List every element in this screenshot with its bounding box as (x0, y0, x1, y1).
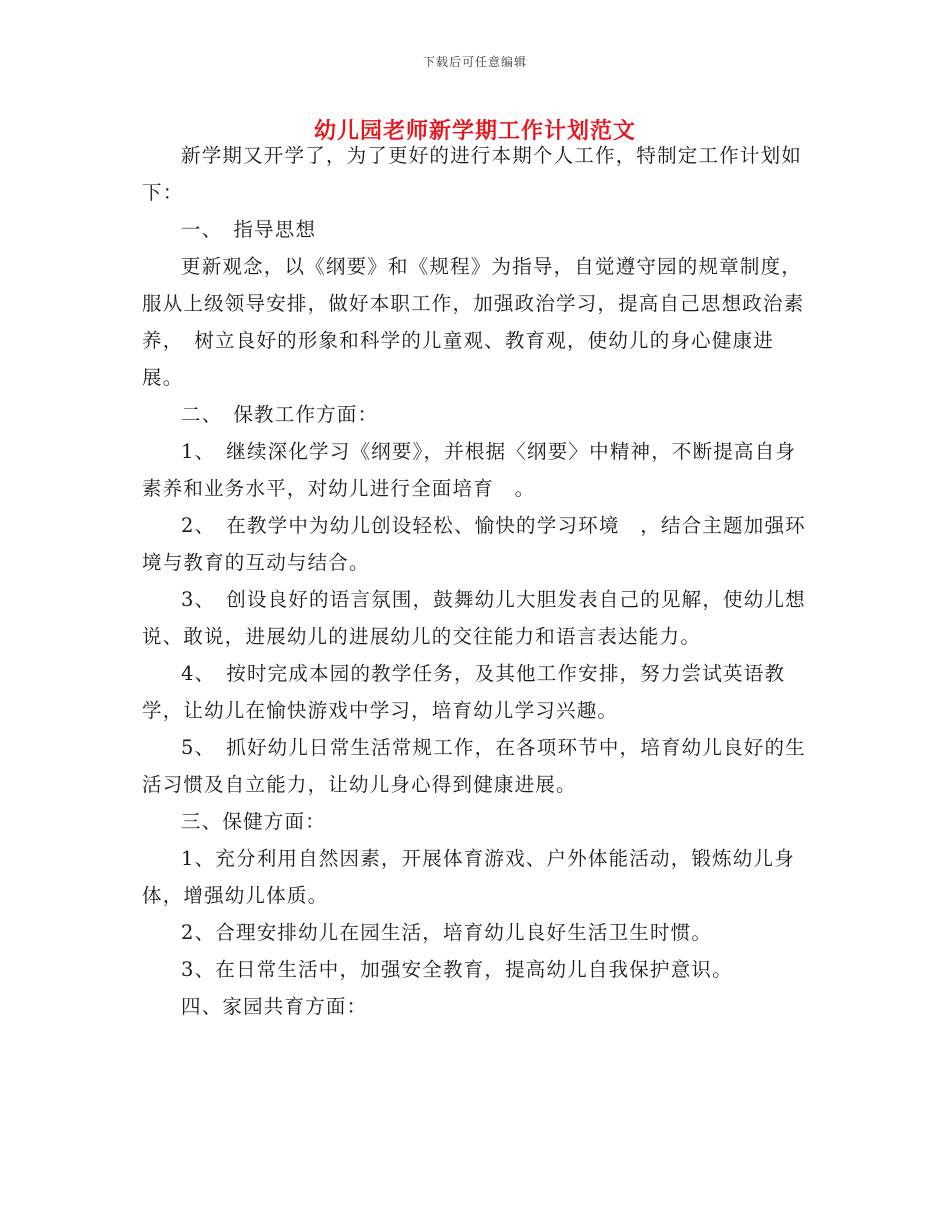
section-heading-health-care: 三、保健方面： (181, 810, 326, 833)
paragraph-guiding-ideas: 更新观念，以《纲要》和《规程》为指导，自觉遵守园的规章制度，服从上级领导安排，做好本职工作，加强政治学习，提高自己思想政治素养， 树立良好的形象和科学的儿童观、教育观，使幼儿的身心健康进展。 (142, 255, 805, 389)
list-item-health-3: 3、在日常生活中，加强安全教育，提高幼儿自我保护意识。 (181, 958, 733, 981)
document-title: 幼儿园老师新学期工作计划范文 (313, 118, 636, 144)
list-item-teaching-5: 5、 抓好幼儿日常生活常规工作，在各项环节中，培育幼儿良好的生活习惯及自立能力，让幼儿身心得到健康进展。 (142, 736, 806, 796)
section-heading-home-school: 四、家园共育方面： (181, 995, 368, 1018)
list-item-health-1: 1、充分利用自然因素，开展体育游戏、户外体能活动，锻炼幼儿身体，增强幼儿体质。 (142, 847, 795, 907)
list-item-health-2: 2、合理安排幼儿在园生活，培育幼儿良好生活卫生时惯。 (181, 921, 713, 944)
section-heading-guiding-ideas: 一、 指导思想 (181, 218, 317, 241)
paragraph-intro: 新学期又开学了，为了更好的进行本期个人工作，特制定工作计划如下： (142, 144, 803, 204)
list-item-teaching-1: 1、 继续深化学习《纲要》，并根据〈纲要〉中精神，不断提高自身素养和业务水平，对幼儿进行全面培育 。 (142, 440, 797, 500)
document-body (142, 137, 810, 1025)
list-item-teaching-4: 4、 按时完成本园的教学任务，及其他工作安排，努力尝试英语教学，让幼儿在愉快游戏中学习，培育幼儿学习兴趣。 (142, 662, 786, 722)
list-item-teaching-2: 2、 在教学中为幼儿创设轻松、愉快的学习环境 ，结合主题加强环境与教育的互动与结合。 (142, 514, 806, 574)
list-item-teaching-3: 3、 创设良好的语言氛围，鼓舞幼儿大胆发表自己的见解，使幼儿想说、敢说，进展幼儿的进展幼儿的交往能力和语言表达能力。 (142, 588, 806, 648)
section-heading-teaching-work: 二、 保教工作方面： (181, 403, 379, 426)
header-note: 下载后可任意编辑 (422, 55, 527, 69)
